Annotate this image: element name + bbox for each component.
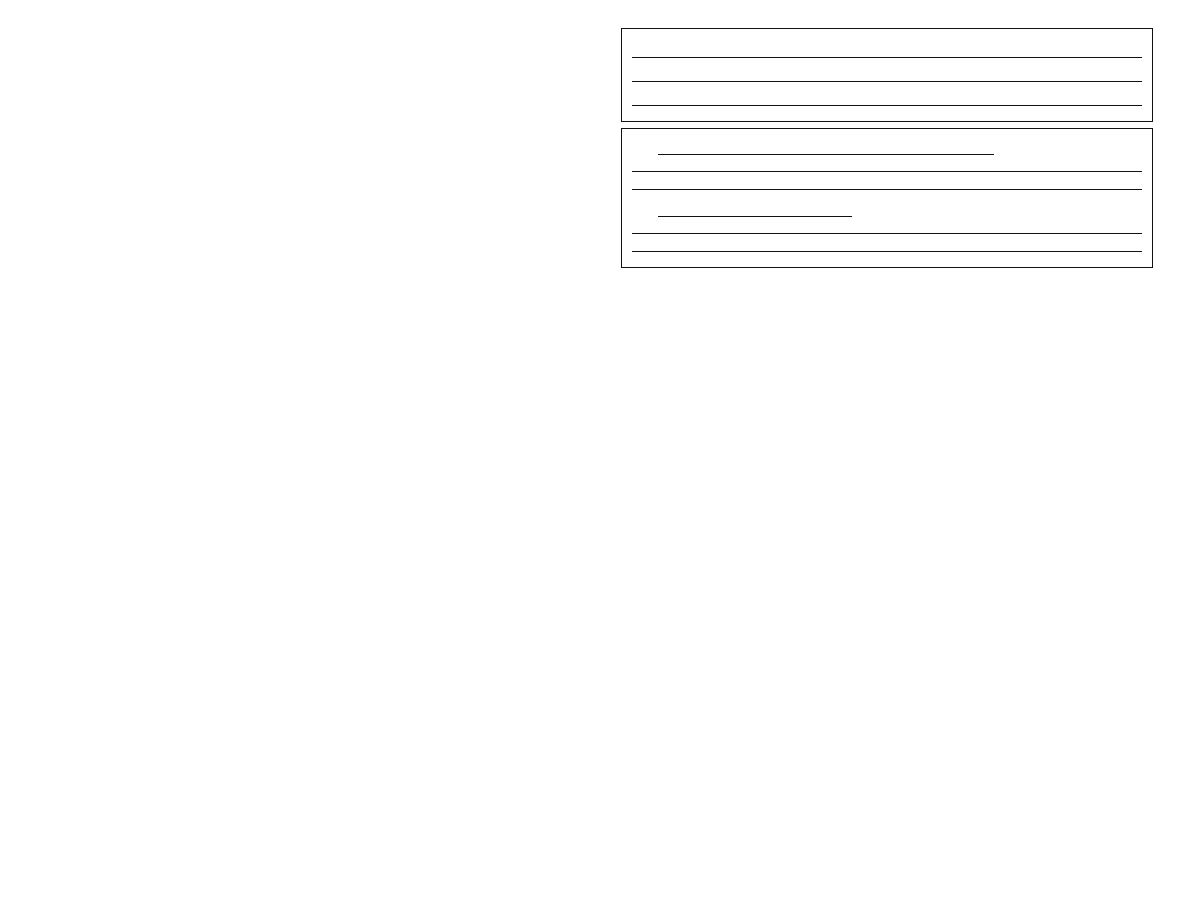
left-page: [24, 0, 564, 900]
writing-box-2[interactable]: [621, 128, 1153, 268]
paragraph-starter-2: [658, 201, 852, 217]
answer-line: [658, 140, 994, 155]
paragraph-starter-1: [658, 139, 994, 155]
answer-line: [632, 251, 1142, 252]
answer-line: [632, 81, 1142, 82]
answer-line: [632, 171, 1142, 172]
answer-line: [632, 189, 1142, 190]
writing-box-1[interactable]: [621, 28, 1153, 122]
answer-line: [632, 233, 1142, 234]
answer-line: [632, 105, 1142, 106]
right-page: [621, 0, 1153, 900]
answer-line: [632, 57, 1142, 58]
answer-line: [658, 202, 852, 217]
